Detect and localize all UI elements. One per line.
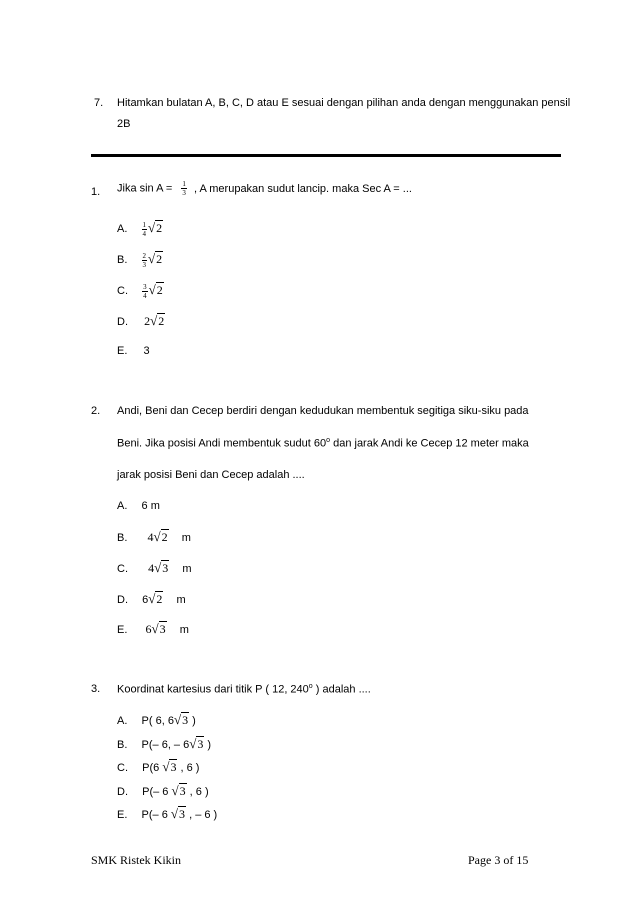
q2-line-2 <box>117 437 529 450</box>
q2-line-1: Andi, Beni dan Cecep berdiri dengan kedudukan membentuk segitiga siku-siku pada <box>117 405 529 417</box>
q2-line-2-a: Beni. Jika posisi Andi membentuk sudut 60 <box>117 437 327 450</box>
option-letter: B. <box>117 532 128 544</box>
radicand: 2 <box>158 314 165 328</box>
q1-stem <box>117 180 412 197</box>
q1-frac-den: 3 <box>182 189 186 197</box>
option-letter: C. <box>117 762 128 774</box>
sqrt-expression: √3 <box>173 712 189 727</box>
q3-stem-b: ) adalah .... <box>312 683 371 696</box>
coefficient: 4 <box>148 561 155 575</box>
radicand: 2 <box>156 252 163 266</box>
coefficient: 6 <box>142 594 149 606</box>
q2-option-d[interactable] <box>117 591 186 607</box>
radicand: 3 <box>179 807 186 821</box>
option-post: ) <box>204 739 212 751</box>
frac-den: 4 <box>142 229 147 238</box>
degree-symbol: o <box>326 437 331 444</box>
radicand: 3 <box>159 622 166 636</box>
option-letter: B. <box>117 254 128 266</box>
radicand: 3 <box>197 737 204 751</box>
coefficient: 6 <box>145 622 152 636</box>
q3-number: 3. <box>91 683 101 695</box>
q2-option-c[interactable] <box>117 560 192 576</box>
radicand: 3 <box>182 713 189 727</box>
q3-option-b[interactable] <box>117 736 211 752</box>
option-fraction <box>142 252 148 269</box>
radicand: 2 <box>161 530 168 544</box>
coefficient: 4 <box>147 530 154 544</box>
q1-option-a[interactable] <box>117 220 163 238</box>
q3-option-c[interactable] <box>117 759 199 775</box>
q1-option-c[interactable] <box>117 282 164 300</box>
unit: m <box>179 624 189 636</box>
footer-page-number: Page 3 of 15 <box>468 853 529 867</box>
option-pre: P(– 6 <box>141 809 171 821</box>
coefficient: 2 <box>144 314 151 328</box>
sqrt-expression: √3 <box>170 806 186 821</box>
q1-option-e[interactable] <box>117 345 150 357</box>
option-letter: A. <box>117 500 128 512</box>
option-letter: E. <box>117 345 128 357</box>
option-fraction <box>142 221 148 238</box>
unit: m <box>176 594 186 606</box>
option-letter: A. <box>117 715 128 727</box>
sqrt-expression: √2 <box>148 591 163 606</box>
q2-line-3: jarak posisi Beni dan Cecep adalah .... <box>117 469 305 481</box>
sqrt-expression: √3 <box>189 736 204 751</box>
q2-option-e[interactable] <box>117 621 189 637</box>
q3-option-d[interactable] <box>117 783 209 799</box>
q3-option-a[interactable] <box>117 712 196 728</box>
radicand: 2 <box>156 221 163 235</box>
sqrt-expression: √2 <box>153 529 168 544</box>
q2-option-a[interactable] <box>117 500 160 512</box>
instruction-line-2: 2B <box>117 118 131 130</box>
radicand: 2 <box>156 283 163 297</box>
q1-stem-fraction <box>181 180 187 197</box>
frac-den: 3 <box>142 260 147 269</box>
sqrt-expression: √3 <box>154 560 169 575</box>
sqrt-expression: √3 <box>171 783 186 798</box>
option-pre: P(– 6, – 6 <box>141 739 190 751</box>
unit: m <box>182 563 192 575</box>
radicand: 3 <box>179 784 186 798</box>
q1-number: 1. <box>91 186 101 198</box>
q3-stem-a: Koordinat kartesius dari titik P ( 12, 240 <box>117 683 309 696</box>
option-post: , 6 ) <box>177 762 200 774</box>
footer-school: SMK Ristek Kikin <box>91 853 182 867</box>
option-pre: P(6 <box>142 762 163 774</box>
option-pre: P(– 6 <box>142 786 172 798</box>
option-letter: C. <box>117 285 128 297</box>
frac-den: 4 <box>143 291 147 300</box>
separator-rule <box>91 154 561 157</box>
q2-line-2-b: dan jarak Andi ke Cecep 12 meter maka <box>330 437 529 450</box>
unit: m <box>181 532 191 544</box>
option-letter: C. <box>117 563 128 575</box>
frac-num: 1 <box>142 220 147 229</box>
radicand: 3 <box>162 561 169 575</box>
radicand: 3 <box>170 760 177 774</box>
frac-num: 2 <box>142 251 147 260</box>
degree-symbol: o <box>308 683 313 690</box>
instruction-number: 7. <box>94 97 104 109</box>
sqrt-expression: √3 <box>162 759 177 774</box>
option-letter: B. <box>117 739 128 751</box>
option-fraction <box>142 283 148 300</box>
option-letter: D. <box>117 786 128 798</box>
option-post: , 6 ) <box>186 786 209 798</box>
option-letter: E. <box>117 624 128 636</box>
q3-stem <box>117 683 371 696</box>
option-letter: A. <box>117 223 128 235</box>
q2-number: 2. <box>91 405 101 417</box>
q1-stem-after: , A merupakan sudut lancip. maka Sec A = ... <box>193 182 412 195</box>
instruction-line-1: Hitamkan bulatan A, B, C, D atau E sesuai dengan pilihan anda dengan menggunakan pensil <box>117 97 571 109</box>
radicand: 2 <box>156 592 163 606</box>
q1-stem-before: Jika sin A = <box>117 182 173 195</box>
q3-option-e[interactable] <box>117 806 217 822</box>
option-text: 3 <box>143 345 150 357</box>
option-letter: D. <box>117 316 128 328</box>
sqrt-expression: √2 <box>150 313 165 328</box>
option-post: ) <box>189 715 196 727</box>
q1-option-b[interactable] <box>117 251 163 269</box>
sqrt-expression: √2 <box>148 251 163 266</box>
sqrt-expression: √3 <box>151 621 166 636</box>
option-pre: P( 6, 6 <box>141 715 174 727</box>
q1-frac-num: 1 <box>182 180 186 188</box>
option-letter: D. <box>117 594 128 606</box>
frac-num: 3 <box>143 282 147 291</box>
option-text: 6 m <box>141 500 160 512</box>
option-post: , – 6 ) <box>186 809 218 821</box>
sqrt-expression: √2 <box>148 220 163 235</box>
q1-option-d[interactable] <box>117 313 165 329</box>
option-letter: E. <box>117 809 128 821</box>
q2-option-b[interactable] <box>117 529 191 545</box>
sqrt-expression: √2 <box>148 282 163 297</box>
